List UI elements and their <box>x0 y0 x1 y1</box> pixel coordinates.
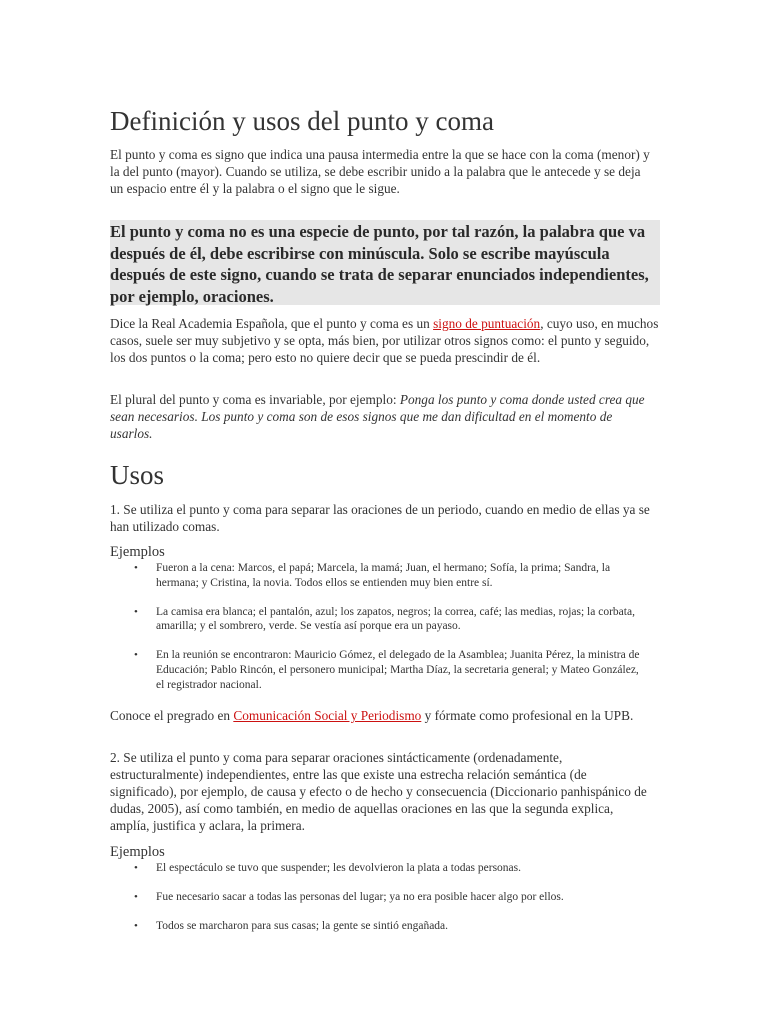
rae-paragraph <box>110 315 660 366</box>
plural-text: El plural del punto y coma es invariable, por ejemplo: <box>110 392 400 407</box>
comunicacion-social-link[interactable]: Comunicación Social y Periodismo <box>233 708 422 723</box>
bullet-icon: • <box>134 890 138 903</box>
page-title: Definición y usos del punto y coma <box>110 106 494 136</box>
rule-1: 1. Se utiliza el punto y coma para separar las oraciones de un periodo, cuando en medio de ellas ya se han utilizado comas. <box>110 502 650 534</box>
highlight-text: El punto y coma no es una especie de punto, por tal razón, la palabra que va después de él, debe escribirse con minúscula. Solo se escribe mayúscula después de este signo, cuando se trata de separar enunciados independientes, por ejemplo, oraciones. <box>110 222 649 306</box>
signo-puntuacion-link[interactable]: signo de puntuación <box>433 316 541 331</box>
pregrado-paragraph <box>110 707 660 724</box>
examples-list-2 <box>110 861 650 947</box>
list-item: • Fue necesario sacar a todas las personas del lugar; ya no era posible hacer algo por ellos. <box>134 890 564 903</box>
rae-text-after: , cuyo uso, en muchos casos, suele ser muy subjetivo y se opta, más bien, por utilizar otros signos como: el punto y seguido, los dos puntos o la coma; pero esto no quiere decir que se pueda prescindir de él. <box>110 316 659 365</box>
list-item: • El espectáculo se tuvo que suspender; les devolvieron la plata a todas personas. <box>134 862 522 874</box>
usos-heading: Usos <box>110 460 165 490</box>
list-item: • La camisa era blanca; el pantalón, azul; los zapatos, negros; la correa, café; las medias, rojas; la corbata, amarilla; y el sombrero, verde. Se vestía así porque era un payaso. <box>134 605 635 633</box>
examples-list-1 <box>110 561 650 707</box>
examples-heading-1: Ejemplos <box>110 544 165 560</box>
highlight-block <box>110 220 660 305</box>
plural-example: Ponga los punto y coma donde usted crea que sean necesarios. Los punto y coma son de esos signos que me dan dificultad en el momento de usarlos. <box>110 392 645 441</box>
list-item: • Todos se marcharon para sus casas; la gente se sintió engañada. <box>134 919 449 932</box>
plural-paragraph <box>110 391 655 442</box>
examples-heading-2: Ejemplos <box>110 844 165 860</box>
bullet-icon: • <box>134 919 138 932</box>
rule-2: 2. Se utiliza el punto y coma para separar oraciones sintácticamente (ordenadamente, estructuralmente) independientes, entre las que existe una estrecha relación semántica (de significado), por ejemplo, de causa y efecto o de hecho y consecuencia (Diccionario panhispánico de dudas, 2005), así como también, en medio de aquellas oraciones en las que la segunda explica, amplía, justifica y aclara, la primera. <box>110 750 647 833</box>
bullet-icon: • <box>134 562 138 574</box>
pregrado-text-after: y fórmate como profesional en la UPB. <box>421 708 634 723</box>
intro-paragraph: El punto y coma es signo que indica una pausa intermedia entre la que se hace con la coma (menor) y la del punto (mayor). Cuando se utiliza, se debe escribir unido a la palabra que le antecede y se deja un espacio entre él y la palabra o el signo que le sigue. <box>110 147 650 196</box>
list-item: • En la reunión se encontraron: Mauricio Gómez, el delegado de la Asamblea; Juanita Pérez, la ministra de Educación; Pablo Rincón, el personero municipal; Martha Díaz, la secretaria general; y Mateo González, el registrador nacional. <box>134 649 640 691</box>
bullet-icon: • <box>134 605 138 618</box>
bullet-icon: • <box>134 862 138 874</box>
pregrado-text-before: Conoce el pregrado en <box>110 708 234 723</box>
bullet-icon: • <box>134 649 138 662</box>
rae-text-before: Dice la Real Academia Española, que el punto y coma es un <box>110 316 434 331</box>
list-item: • Fueron a la cena: Marcos, el papá; Marcela, la mamá; Juan, el hermano; Sofía, la prima; Sandra, la hermana; y Cristina, la novia. Todos ellos se entienden muy bien entre sí. <box>134 562 611 589</box>
